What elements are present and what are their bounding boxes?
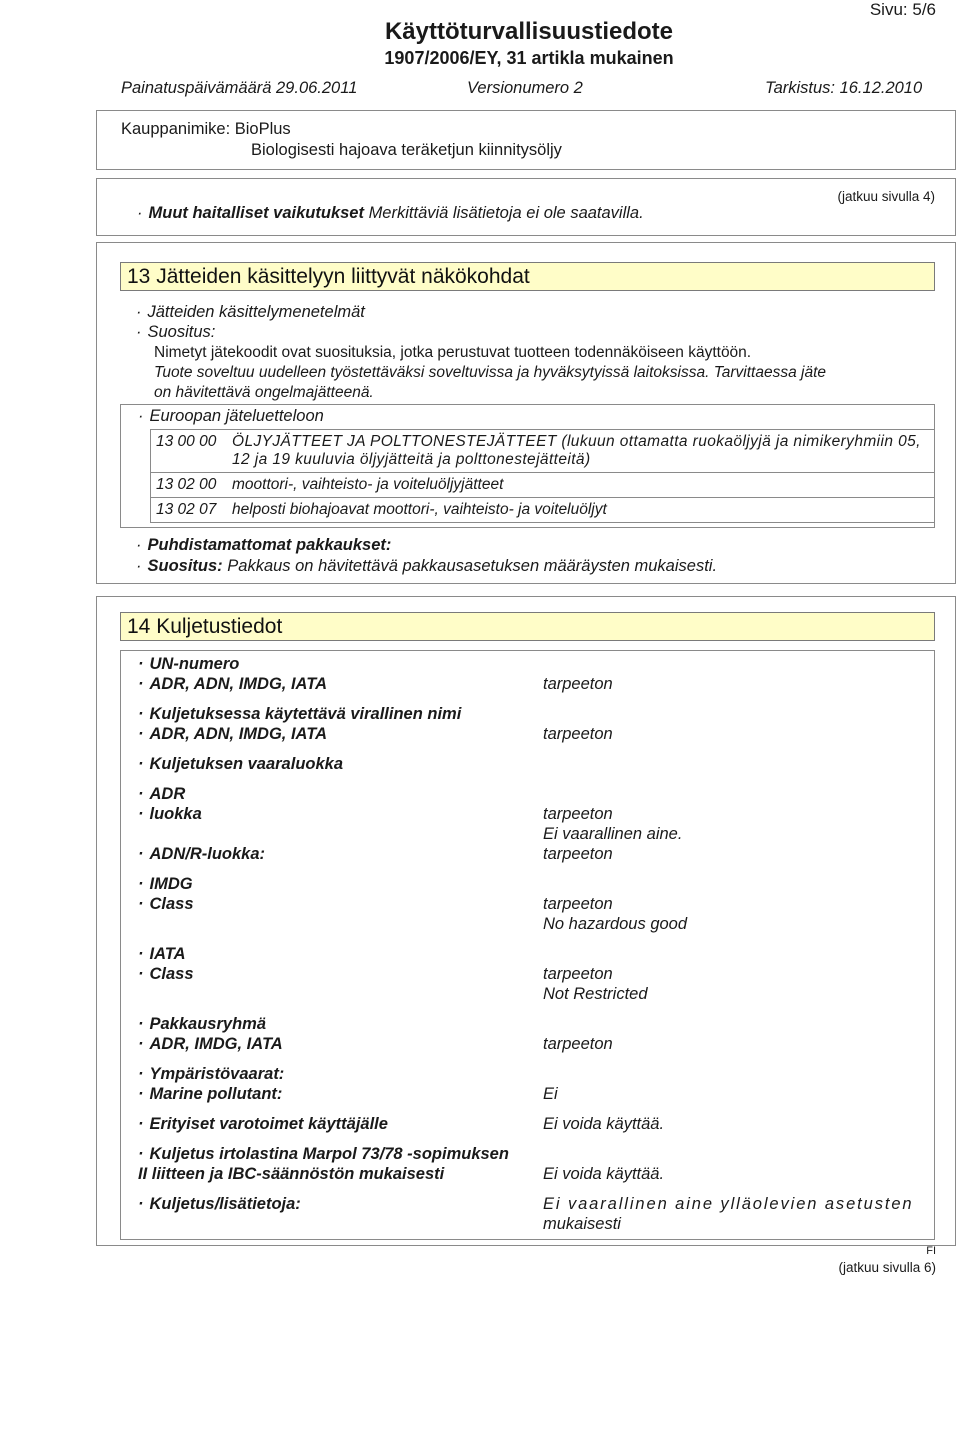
un-number-label: · UN-numero [138, 655, 240, 673]
packaging-recommendation: · Suositus: Pakkaus on hävitettävä pakkausasetuksen määräysten mukaisesti. [136, 557, 718, 575]
special-precautions-value: Ei voida käyttää. [543, 1115, 665, 1133]
un-modes: · ADR, ADN, IMDG, IATA [138, 675, 328, 693]
additional-info-label: · Kuljetus/lisätietoja: [138, 1195, 301, 1213]
waste-code: 13 02 07 [151, 498, 228, 523]
waste-description: helposti biohajoavat moottori-, vaihteisto- ja voiteluöljyt [227, 498, 935, 523]
waste-code: 13 00 00 [151, 430, 228, 473]
marine-pollutant-value: Ei [543, 1085, 558, 1103]
adn-value: tarpeeton [543, 845, 613, 863]
uncleaned-packaging: · Puhdistamattomat pakkaukset: [136, 536, 392, 554]
print-date: Painatuspäivämäärä 29.06.2011 [121, 79, 358, 97]
waste-description: ÖLJYJÄTTEET JA POLTTONESTEJÄTTEET (lukuun ottamatta ruokaöljyjä ja nimikeryhmiin 05, 12 ja 19 kuuluvia öljyjätteitä ja polttonestejätteitä) [227, 430, 935, 473]
packing-group-label: · Pakkausryhmä [138, 1015, 266, 1033]
table-row [151, 473, 935, 498]
other-effects: · Muut haitalliset vaikutukset Merkittäviä lisätietoja ei ole saatavilla. [137, 204, 644, 222]
bulk-transport-line-2: II liitteen ja IBC-säännöstön mukaisesti [138, 1165, 445, 1183]
recommendation-label: · Suositus: [136, 323, 216, 341]
shipping-name-label: · Kuljetuksessa käytettävä virallinen nimi [138, 705, 462, 723]
product-box [96, 110, 956, 170]
iata-note: Not Restricted [543, 985, 648, 1003]
section-14-heading: 14 Kuljetustiedot [120, 612, 935, 641]
waste-methods: · Jätteiden käsittelymenetelmät [136, 303, 365, 321]
un-value: tarpeeton [543, 675, 613, 693]
packing-group-modes: · ADR, IMDG, IATA [138, 1035, 283, 1053]
imdg-class-value: tarpeeton [543, 895, 613, 913]
imdg-label: · IMDG [138, 875, 193, 893]
continuation-top: (jatkuu sivulla 4) [837, 189, 935, 204]
special-precautions-label: · Erityiset varotoimet käyttäjälle [138, 1115, 388, 1133]
review-date: Tarkistus: 16.12.2010 [765, 79, 923, 97]
adr-class-value: tarpeeton [543, 805, 613, 823]
version-number: Versionumero 2 [467, 79, 583, 97]
imdg-note: No hazardous good [543, 915, 688, 933]
page-number: Sivu: 5/6 [869, 0, 936, 19]
other-effects-label: Muut haitalliset vaikutukset [148, 204, 364, 222]
recommendation-line-3: on hävitettävä ongelmajätteenä. [154, 384, 374, 401]
recommendation-line-1: Nimetyt jätekoodit ovat suosituksia, jotka perustuvat tuotteen todennäköiseen käyttöön. [154, 344, 752, 361]
iata-class-label: · Class [138, 965, 194, 983]
adr-label: · ADR [138, 785, 186, 803]
iata-class-value: tarpeeton [543, 965, 613, 983]
adr-class-label: · luokka [138, 805, 202, 823]
continuation-bottom: (jatkuu sivulla 6) [838, 1260, 936, 1275]
packing-group-value: tarpeeton [543, 1035, 613, 1053]
adn-label: · ADN/R-luokka: [138, 845, 266, 863]
document-title: Käyttöturvallisuustiedote [384, 18, 674, 45]
iata-label: · IATA [138, 945, 186, 963]
table-row [151, 430, 935, 473]
imdg-class-label: · Class [138, 895, 194, 913]
shipping-name-value: tarpeeton [543, 725, 613, 743]
shipping-name-modes: · ADR, ADN, IMDG, IATA [138, 725, 328, 743]
recommendation-line-2: Tuote soveltuu uudelleen työstettäväksi soveltuvissa ja hyväksytyissä laitoksissa. Tarvittaessa jäte [154, 364, 826, 381]
environmental-hazards-label: · Ympäristövaarat: [138, 1065, 285, 1083]
other-effects-text: Merkittäviä lisätietoja ei ole saatavilla. [368, 204, 644, 222]
language-code: FI [926, 1245, 936, 1257]
eu-waste-list-label: · Euroopan jäteluetteloon [138, 407, 324, 425]
bulk-transport-line-1: · Kuljetus irtolastina Marpol 73/78 -sopimuksen [138, 1145, 509, 1163]
marine-pollutant-label: · Marine pollutant: [138, 1085, 283, 1103]
bulk-transport-value: Ei voida käyttää. [543, 1165, 665, 1183]
waste-code: 13 02 00 [151, 473, 228, 498]
product-name: Biologisesti hajoava teräketjun kiinnitysöljy [251, 141, 562, 159]
previous-section-box [96, 178, 956, 236]
additional-info-value-1: Ei vaarallinen aine ylläolevien asetusten [543, 1195, 914, 1213]
additional-info-value-2: mukaisesti [543, 1215, 621, 1233]
section-13-heading: 13 Jätteiden käsittelyyn liittyvät näkökohdat [120, 262, 935, 291]
adr-note: Ei vaarallinen aine. [543, 825, 683, 843]
table-row [151, 498, 935, 523]
hazard-class-label: · Kuljetuksen vaaraluokka [138, 755, 344, 773]
trade-name: Kauppanimike: BioPlus [121, 120, 291, 138]
waste-code-table [150, 429, 935, 523]
document-subtitle: 1907/2006/EY, 31 artikla mukainen [384, 48, 674, 68]
waste-description: moottori-, vaihteisto- ja voiteluöljyjätteet [227, 473, 935, 498]
